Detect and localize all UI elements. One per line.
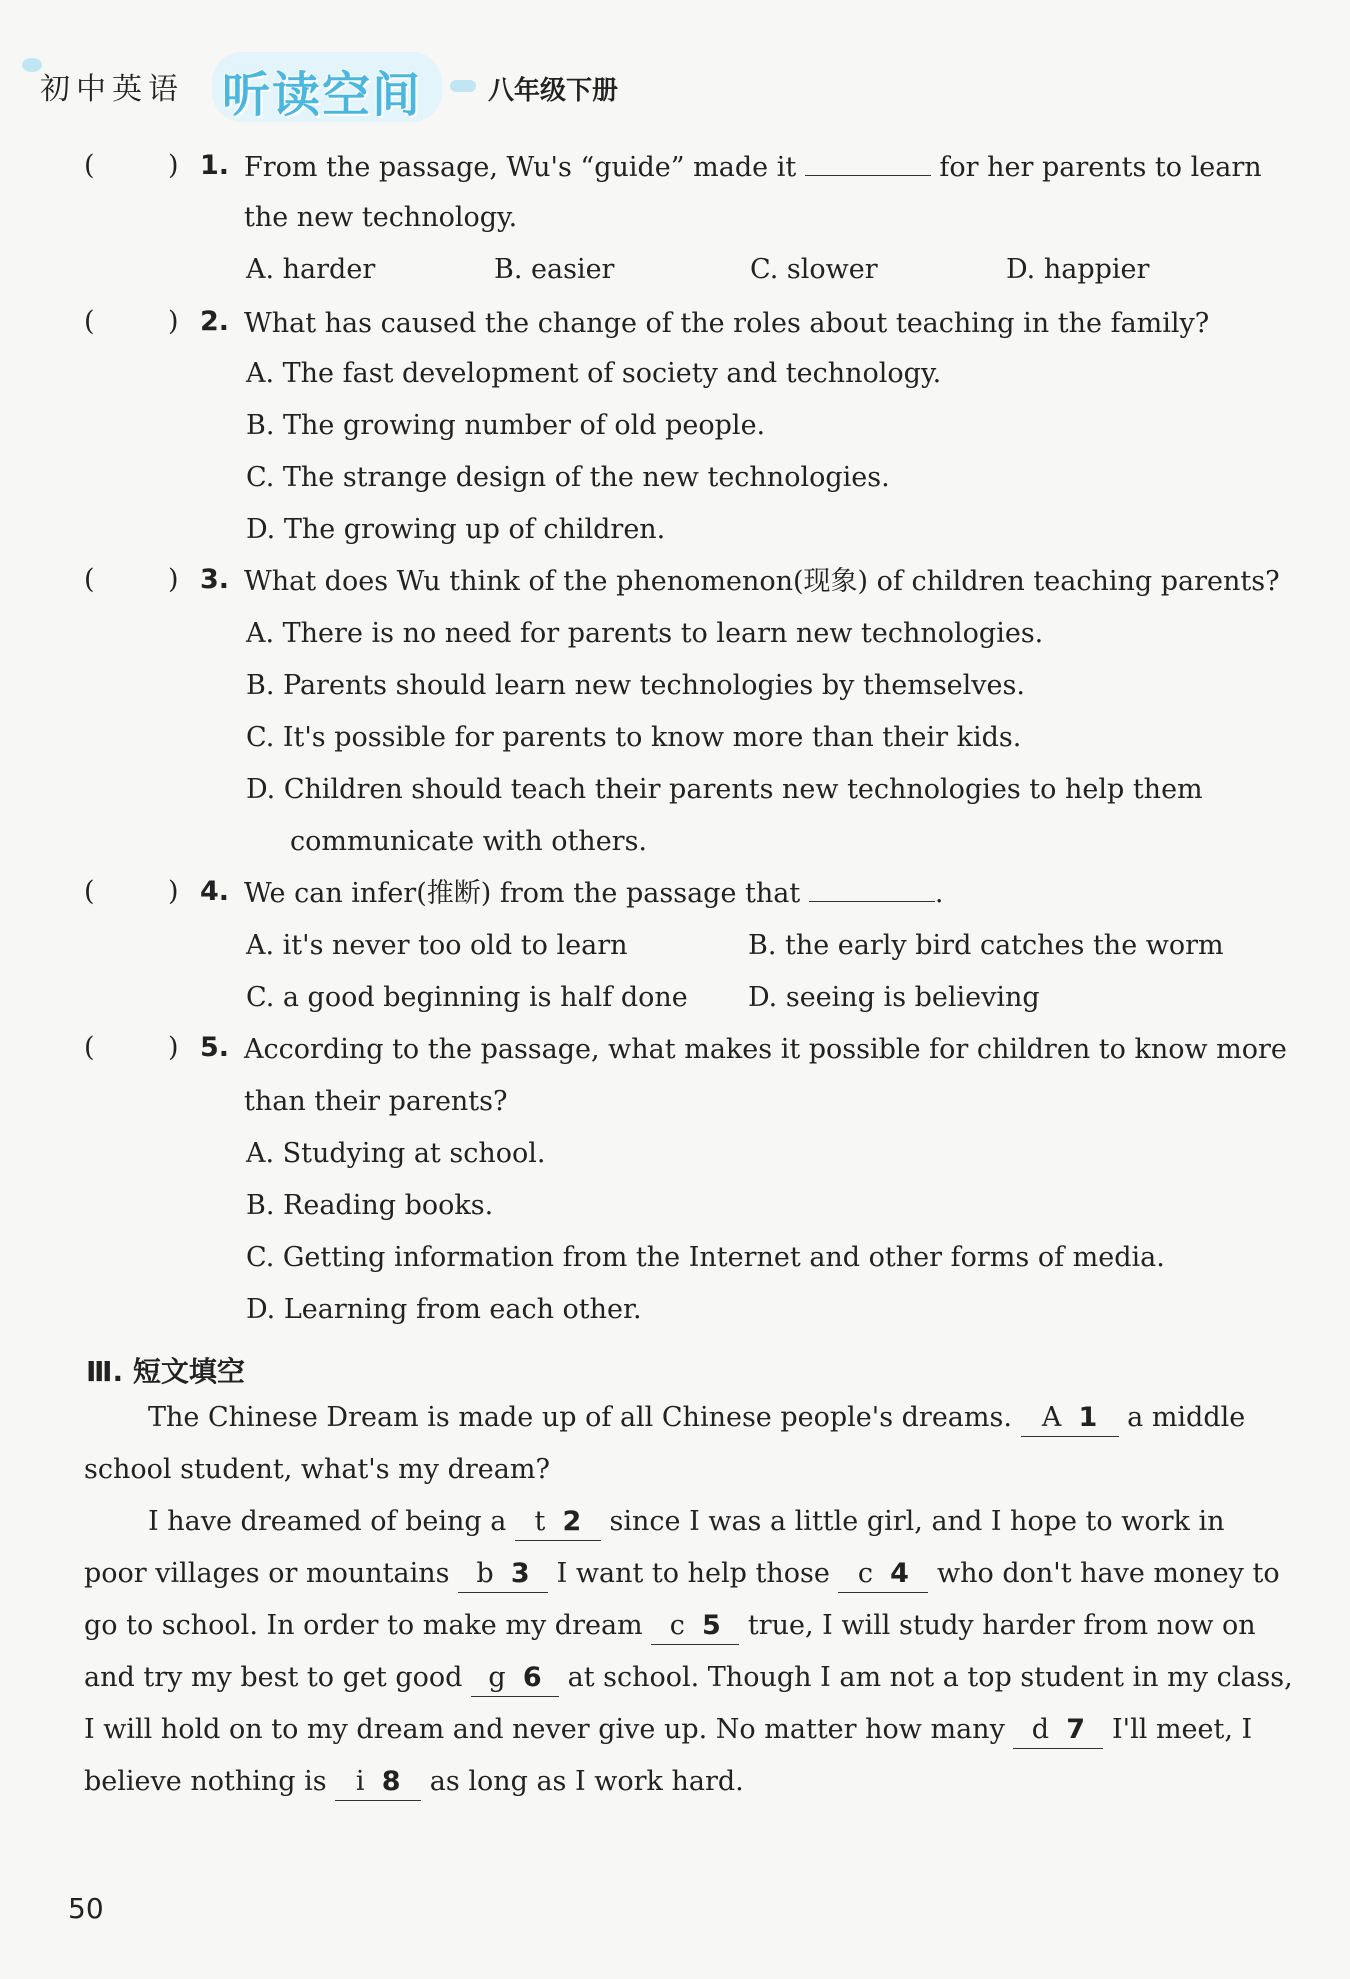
question-stem-line2: than their parents? xyxy=(244,1086,508,1117)
option-b: B. the early bird catches the worm xyxy=(748,930,1224,961)
passage-text: since I was a little girl, and I hope to work in xyxy=(609,1506,1225,1537)
header-subject: 初中英语 xyxy=(40,72,184,107)
answer-paren-open: ( xyxy=(84,306,95,337)
header-grade: 八年级下册 xyxy=(488,76,619,106)
fill-blank-6[interactable] xyxy=(471,1660,559,1697)
option-c: C. It's possible for parents to know more than their kids. xyxy=(246,722,1022,753)
passage-text: The Chinese Dream is made up of all Chinese people's dreams. xyxy=(148,1402,1012,1433)
bubble-decoration xyxy=(22,58,42,72)
page-header xyxy=(22,50,822,130)
blank-number: 2 xyxy=(562,1506,582,1537)
answer-paren-open: ( xyxy=(84,1032,95,1063)
fill-blank-3[interactable] xyxy=(458,1556,548,1593)
option-a: A. it's never too old to learn xyxy=(246,930,628,961)
blank-hint: t xyxy=(534,1506,546,1537)
passage-line: school student, what's my dream? xyxy=(84,1454,550,1485)
option-b: B. easier xyxy=(494,254,615,285)
question-number: 1. xyxy=(200,150,230,181)
stem-text: From the passage, Wu's “guide” made it xyxy=(244,152,797,183)
answer-paren-close: ) xyxy=(168,564,179,595)
passage-text: as long as I work hard. xyxy=(429,1766,744,1797)
fill-blank-2[interactable] xyxy=(515,1504,601,1541)
option-a: A. The fast development of society and technology. xyxy=(246,358,942,389)
arrow-decoration xyxy=(450,80,476,92)
blank-number: 1 xyxy=(1078,1402,1098,1433)
passage-text: I want to help those xyxy=(556,1558,830,1589)
blank-number: 5 xyxy=(702,1610,721,1641)
passage-line xyxy=(84,1764,744,1801)
option-a: A. Studying at school. xyxy=(246,1138,546,1169)
option-c: C. slower xyxy=(750,254,878,285)
blank-hint: b xyxy=(476,1558,494,1589)
passage-text: I will hold on to my dream and never give up. No matter how many xyxy=(84,1714,1005,1745)
question-number: 3. xyxy=(200,564,230,595)
passage-line xyxy=(84,1556,1280,1593)
option-d: D. Children should teach their parents new technologies to help them xyxy=(246,774,1203,805)
passage-text: go to school. In order to make my dream xyxy=(84,1610,643,1641)
answer-paren-close: ) xyxy=(168,150,179,181)
passage-text: believe nothing is xyxy=(84,1766,327,1797)
answer-paren-close: ) xyxy=(168,876,179,907)
passage-text: poor villages or mountains xyxy=(84,1558,450,1589)
option-a: A. There is no need for parents to learn new technologies. xyxy=(246,618,1044,649)
question-stem: What has caused the change of the roles about teaching in the family? xyxy=(244,308,1210,339)
passage-text: I have dreamed of being a xyxy=(148,1506,507,1537)
blank-hint: d xyxy=(1031,1714,1050,1745)
question-stem-line2: the new technology. xyxy=(244,202,518,233)
answer-paren-open: ( xyxy=(84,876,95,907)
answer-paren-close: ) xyxy=(168,1032,179,1063)
blank-hint: g xyxy=(488,1662,506,1693)
passage-text: true, I will study harder from now on xyxy=(747,1610,1256,1641)
passage-text: and try my best to get good xyxy=(84,1662,463,1693)
blank-number: 3 xyxy=(510,1558,530,1589)
passage-line xyxy=(84,1608,1256,1645)
blank-number: 8 xyxy=(381,1766,401,1797)
stem-period: . xyxy=(934,878,944,909)
option-d: D. happier xyxy=(1006,254,1150,285)
passage-text: who don't have money to xyxy=(937,1558,1280,1589)
answer-blank xyxy=(809,879,935,902)
passage-text: a middle xyxy=(1127,1402,1246,1433)
blank-hint: c xyxy=(669,1610,685,1641)
passage-line xyxy=(148,1504,1224,1541)
blank-number: 4 xyxy=(890,1558,909,1589)
passage-line xyxy=(84,1712,1252,1749)
question-stem xyxy=(244,876,943,912)
blank-hint: A xyxy=(1041,1402,1062,1433)
stem-text: We can infer(推断) from the passage that xyxy=(244,878,801,909)
option-b: B. The growing number of old people. xyxy=(246,410,766,441)
fill-blank-8[interactable] xyxy=(335,1764,421,1801)
blank-number: 7 xyxy=(1066,1714,1086,1745)
stem-text-cont: for her parents to learn xyxy=(939,152,1262,183)
question-stem xyxy=(244,150,1262,186)
page-number: 50 xyxy=(68,1892,104,1925)
section-title: Ⅲ. 短文填空 xyxy=(86,1355,245,1388)
question-stem: What does Wu think of the phenomenon(现象) of children teaching parents? xyxy=(244,566,1280,597)
fill-blank-7[interactable] xyxy=(1013,1712,1103,1749)
question-number: 2. xyxy=(200,306,230,337)
fill-blank-4[interactable] xyxy=(838,1556,928,1593)
option-b: B. Reading books. xyxy=(246,1190,494,1221)
option-b: B. Parents should learn new technologies by themselves. xyxy=(246,670,1025,701)
question-number: 5. xyxy=(200,1032,230,1063)
option-c: C. The strange design of the new technologies. xyxy=(246,462,890,493)
option-c: C. Getting information from the Internet and other forms of media. xyxy=(246,1242,1165,1273)
fill-blank-1[interactable] xyxy=(1021,1400,1119,1437)
option-d: D. seeing is believing xyxy=(748,982,1040,1013)
blank-number: 6 xyxy=(522,1662,542,1693)
blank-hint: c xyxy=(857,1558,873,1589)
passage-text: at school. Though I am not a top student in my class, xyxy=(567,1662,1293,1693)
question-stem: According to the passage, what makes it possible for children to know more xyxy=(244,1034,1287,1065)
option-d-cont: communicate with others. xyxy=(290,826,648,857)
passage-text: I'll meet, I xyxy=(1112,1714,1253,1745)
passage-line xyxy=(84,1660,1293,1697)
option-d: D. The growing up of children. xyxy=(246,514,666,545)
option-c: C. a good beginning is half done xyxy=(246,982,688,1013)
answer-paren-open: ( xyxy=(84,564,95,595)
question-number: 4. xyxy=(200,876,230,907)
answer-blank xyxy=(805,153,931,176)
answer-paren-open: ( xyxy=(84,150,95,181)
passage-line xyxy=(148,1400,1245,1437)
option-d: D. Learning from each other. xyxy=(246,1294,642,1325)
fill-blank-5[interactable] xyxy=(651,1608,739,1645)
answer-paren-close: ) xyxy=(168,306,179,337)
option-a: A. harder xyxy=(246,254,376,285)
blank-hint: i xyxy=(355,1766,365,1797)
header-logo: 听读空间 xyxy=(222,67,423,123)
